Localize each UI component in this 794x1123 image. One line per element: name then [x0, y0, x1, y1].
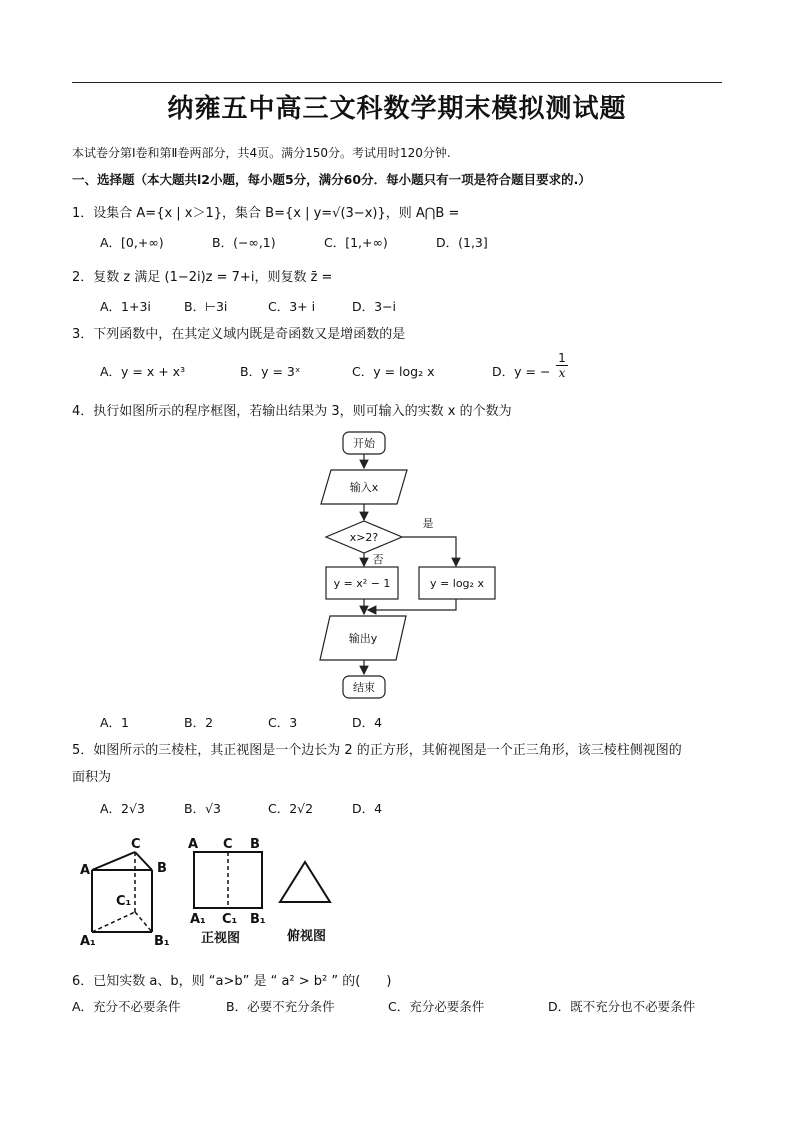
fraction-numerator: 1	[556, 351, 568, 366]
flow-left-box-label: y = x² − 1	[333, 577, 391, 590]
fraction-denominator: x	[558, 366, 566, 380]
page-title: 纳雍五中高三文科数学期末模拟测试题	[167, 94, 627, 124]
flow-output-label: 输出y	[348, 632, 378, 645]
q1-option-b: B．(−∞,1)	[212, 235, 276, 250]
q1-option-a: A．[0,+∞)	[100, 235, 164, 250]
q4-option-c: C．3	[268, 715, 298, 730]
question-2: 2．复数 z 满足 (1−2i)z = 7+i，则复数 z̄ =	[72, 270, 333, 285]
front-label-b1: B₁	[250, 912, 266, 927]
q2-option-d: D．3−i	[352, 299, 397, 314]
q6-option-b: B．必要不充分条件	[226, 999, 335, 1014]
q4-option-a: A．1	[100, 715, 130, 730]
flow-no-label: 否	[372, 553, 384, 566]
front-label-c: C	[223, 837, 233, 852]
front-view-caption: 正视图	[201, 931, 241, 946]
section-heading: 一、选择题（本大题共l2小题，每小题5分，满分60分．每小题只有一项是符合题目要求的.）	[72, 172, 591, 187]
prism-label-a1: A₁	[80, 934, 96, 949]
question-1: 1．设集合 A={x | x＞1}，集合 B={x | y=√(3−x)}，则 A⋂B =	[72, 206, 460, 221]
q2-option-b: B．⊢3i	[184, 299, 228, 314]
q5-option-c: C．2√2	[268, 801, 314, 816]
exam-intro: 本试卷分第Ⅰ卷和第Ⅱ卷两部分，共4页。满分150分。考试用时120分钟.	[72, 146, 451, 160]
question-4: 4．执行如图所示的程序框图，若输出结果为 3，则可输入的实数 x 的个数为	[72, 404, 512, 419]
q4-option-b: B．2	[184, 715, 214, 730]
q6-option-d: D．既不充分也不必要条件	[548, 999, 696, 1014]
q1-option-c: C．[1,+∞)	[324, 235, 388, 250]
top-view-caption: 俯视图	[287, 929, 327, 944]
question-5-line-2: 面积为	[72, 770, 112, 785]
q3-option-c: C．y = log₂ x	[352, 364, 435, 379]
flow-right-box-label: y = log₂ x	[430, 577, 484, 590]
front-label-b: B	[250, 837, 260, 852]
q2-option-c: C．3+ i	[268, 299, 316, 314]
q3-option-b: B．y = 3ˣ	[240, 364, 301, 379]
question-6: 6．已知实数 a、b，则 “a>b” 是 “ a² > b² ” 的( )	[72, 974, 392, 989]
front-label-a1: A₁	[190, 912, 206, 927]
flow-yes-label: 是	[422, 517, 434, 530]
flow-start-label: 开始	[353, 437, 375, 450]
question-5-line-1: 5．如图所示的三棱柱，其正视图是一个边长为 2 的正方形，其俯视图是一个正三角形，该三棱柱侧视图的	[72, 743, 682, 758]
q6-option-c: C．充分必要条件	[388, 999, 485, 1014]
front-label-a: A	[188, 837, 199, 852]
front-label-c1: C₁	[222, 912, 238, 927]
flow-input-label: 输入x	[349, 481, 379, 494]
q5-option-d: D．4	[352, 801, 383, 816]
prism-label-c: C	[131, 837, 141, 852]
q3-option-a: A．y = x + x³	[100, 364, 186, 379]
q4-option-d: D．4	[352, 715, 383, 730]
prism-label-a: A	[80, 863, 91, 878]
q1-option-d: D．(1,3]	[436, 235, 488, 250]
question-3: 3．下列函数中，在其定义域内既是奇函数又是增函数的是	[72, 327, 406, 342]
flow-end-label: 结束	[353, 681, 375, 694]
q6-option-a: A．充分不必要条件	[72, 999, 181, 1014]
prism-label-b1: B₁	[154, 934, 170, 949]
q3-option-d: D．y = −	[492, 364, 551, 379]
q5-option-a: A．2√3	[100, 801, 145, 816]
q5-option-b: B．√3	[184, 801, 221, 816]
q2-option-a: A．1+3i	[100, 299, 151, 314]
flow-decision-label: x>2?	[349, 531, 379, 544]
prism-label-c1: C₁	[116, 894, 132, 909]
prism-label-b: B	[157, 861, 167, 876]
